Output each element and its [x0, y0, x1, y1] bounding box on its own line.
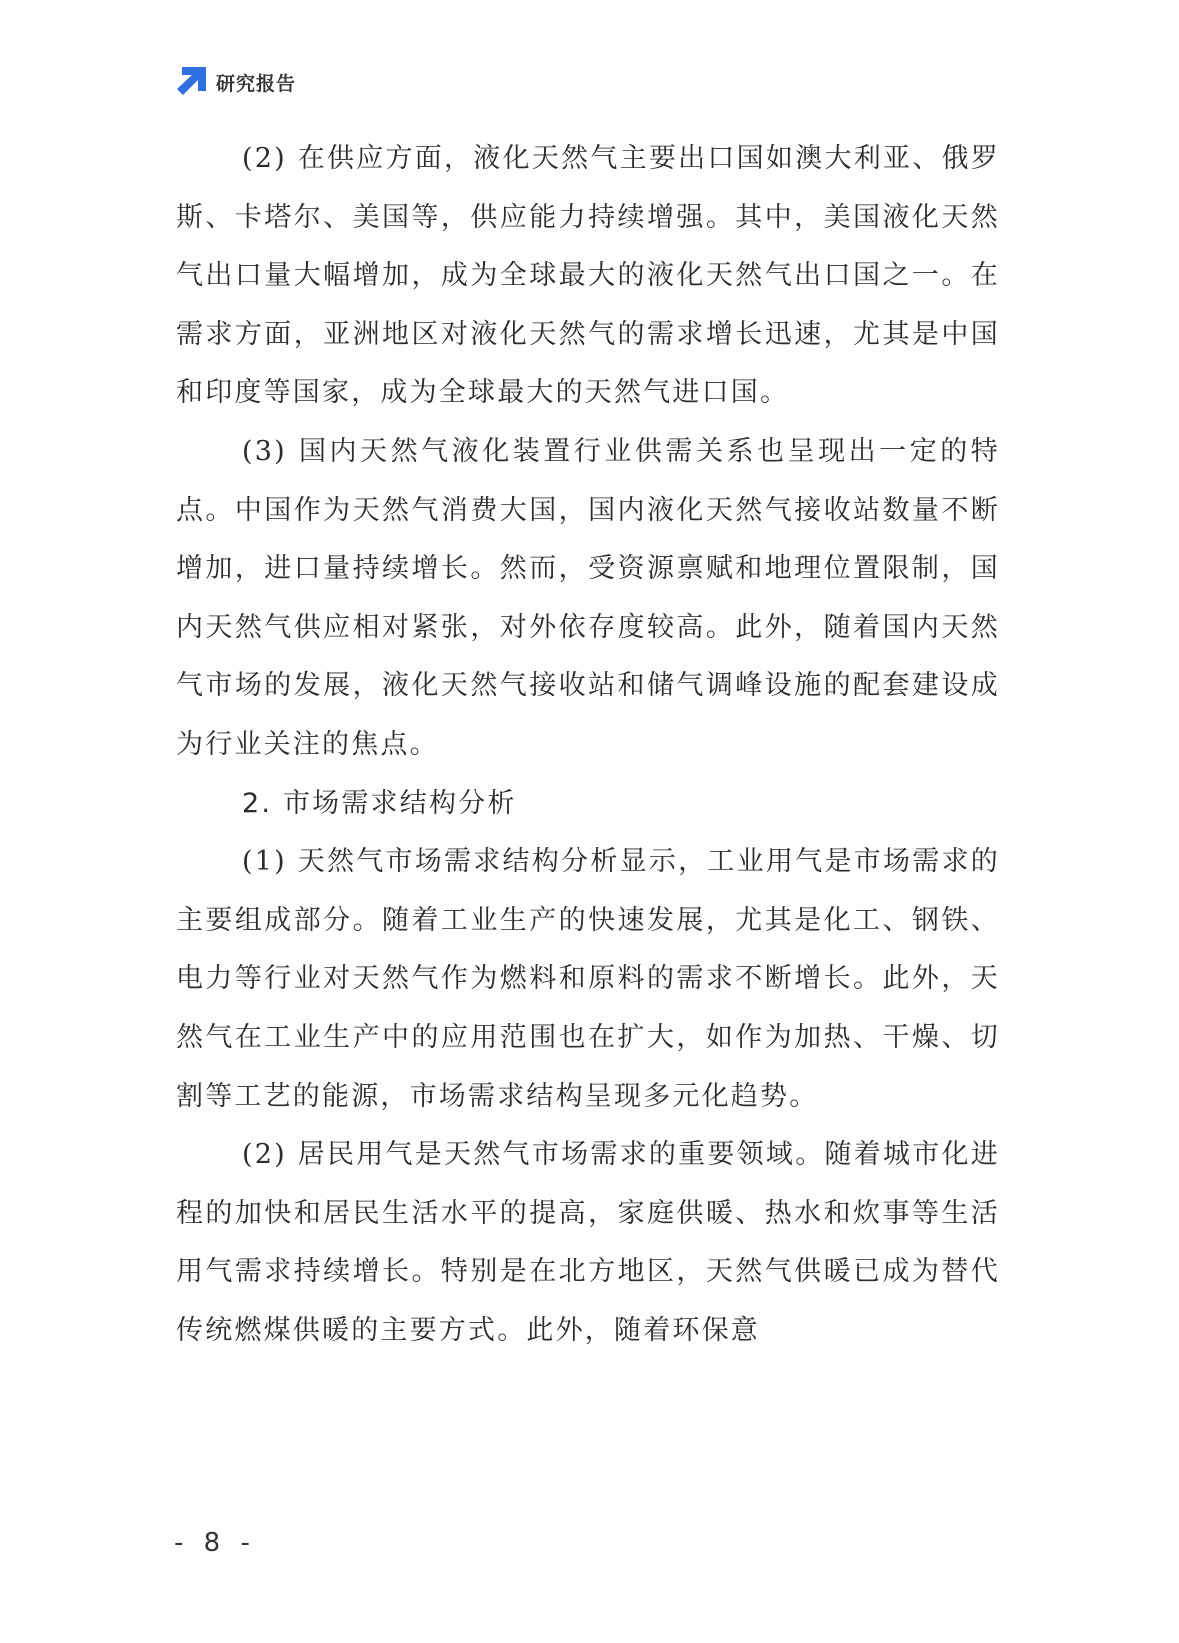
- arrow-up-right-icon: [174, 65, 208, 99]
- paragraph-industrial: (1) 天然气市场需求结构分析显示，工业用气是市场需求的主要组成部分。随着工业生产的快速发展，尤其是化工、钢铁、电力等行业对天然气作为燃料和原料的需求不断增长。此外，天然气在工业生产中的应用范围也在扩大，如作为加热、干燥、切割等工艺的能源，市场需求结构呈现多元化趋势。: [176, 846, 1000, 1112]
- header-title: 研究报告: [216, 72, 297, 95]
- paragraph-residential: (2) 居民用气是天然气市场需求的重要领域。随着城市化进程的加快和居民生活水平的提高，家庭供暖、热水和炊事等生活用气需求持续增长。特别是在北方地区，天然气供暖已成为替代传统燃煤供暖的主要方式。此外，随着环保意: [176, 1139, 1000, 1346]
- page-number: - 8 -: [174, 1528, 256, 1558]
- body-text: [176, 130, 1000, 1360]
- section-heading: 2. 市场需求结构分析: [242, 787, 517, 819]
- paragraph-domestic: (3) 国内天然气液化装置行业供需关系也呈现出一定的特点。中国作为天然气消费大国，国内液化天然气接收站数量不断增加，进口量持续增长。然而，受资源禀赋和地理位置限制，国内天然气供应相对紧张，对外依存度较高。此外，随着国内天然气市场的发展，液化天然气接收站和储气调峰设施的配套建设成为行业关注的焦点。: [176, 435, 1000, 760]
- page-header: [174, 62, 296, 102]
- paragraph-supply: (2) 在供应方面，液化天然气主要出口国如澳大利亚、俄罗斯、卡塔尔、美国等，供应能力持续增强。其中，美国液化天然气出口量大幅增加，成为全球最大的液化天然气出口国之一。在需求方面，亚洲地区对液化天然气的需求增长迅速，尤其是中国和印度等国家，成为全球最大的天然气进口国。: [176, 143, 1000, 409]
